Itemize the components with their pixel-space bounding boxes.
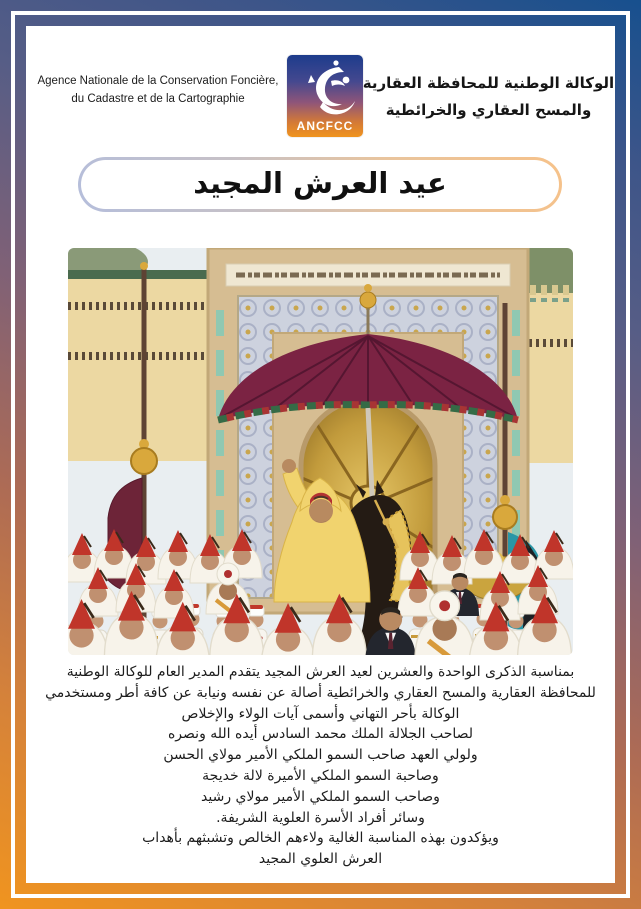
org-name-french-line2: du Cadastre et de la Cartographie xyxy=(71,93,245,105)
ancfcc-logo xyxy=(287,55,363,137)
poster-content xyxy=(26,26,615,883)
message-line: بمناسبة الذكرى الواحدة والعشرين لعيد العرش المجيد يتقدم المدير العام للوكالة الوطنية xyxy=(66,664,575,680)
royal-parade-photo xyxy=(68,248,573,655)
royal-parade-illustration xyxy=(68,248,573,655)
org-name-arabic-line2: والمسح العقاري والخرائطية xyxy=(385,101,592,119)
message-line: ويؤكدون بهذه المناسبة الغالية ولاءهم الخالص وتشبثهم بأهداب xyxy=(142,830,499,847)
message-line: لصاحب الجلالة الملك محمد السادس أيده الله ونصره xyxy=(167,726,474,743)
message-block xyxy=(26,662,615,870)
message-line: وصاحبة السمو الملكي الأميرة لالة خديجة xyxy=(202,767,439,784)
message-line: الوكالة بأحر التهاني وأسمى آيات الولاء والإخلاص xyxy=(181,705,460,722)
logo-wordmark: ANCFCC xyxy=(296,119,354,133)
logo-calligraphy-icon xyxy=(287,55,363,117)
org-name-french-line1: Agence Nationale de la Conservation Foncière, xyxy=(37,75,279,87)
title-banner-inner xyxy=(81,160,559,209)
message-line: العرش العلوي المجيد xyxy=(258,851,383,868)
poster-title: عيد العرش المجيد xyxy=(193,165,447,200)
org-name-arabic xyxy=(361,70,616,124)
message-line: للمحافظة العقارية والمسح العقاري والخرائطية أصالة عن نفسه ونيابة عن كافة أطر ومستخدمي xyxy=(45,684,596,701)
title-banner xyxy=(78,157,562,212)
org-name-french xyxy=(28,72,288,108)
message-line: وسائر أفراد الأسرة العلوية الشريفة. xyxy=(216,809,425,826)
org-name-arabic-line1: الوكالة الوطنية للمحافظة العقارية xyxy=(362,74,615,92)
message-line: وصاحب السمو الملكي الأمير مولاي رشيد xyxy=(201,788,440,805)
message-line: ولولي العهد صاحب السمو الملكي الأمير مولاي الحسن xyxy=(163,747,478,764)
